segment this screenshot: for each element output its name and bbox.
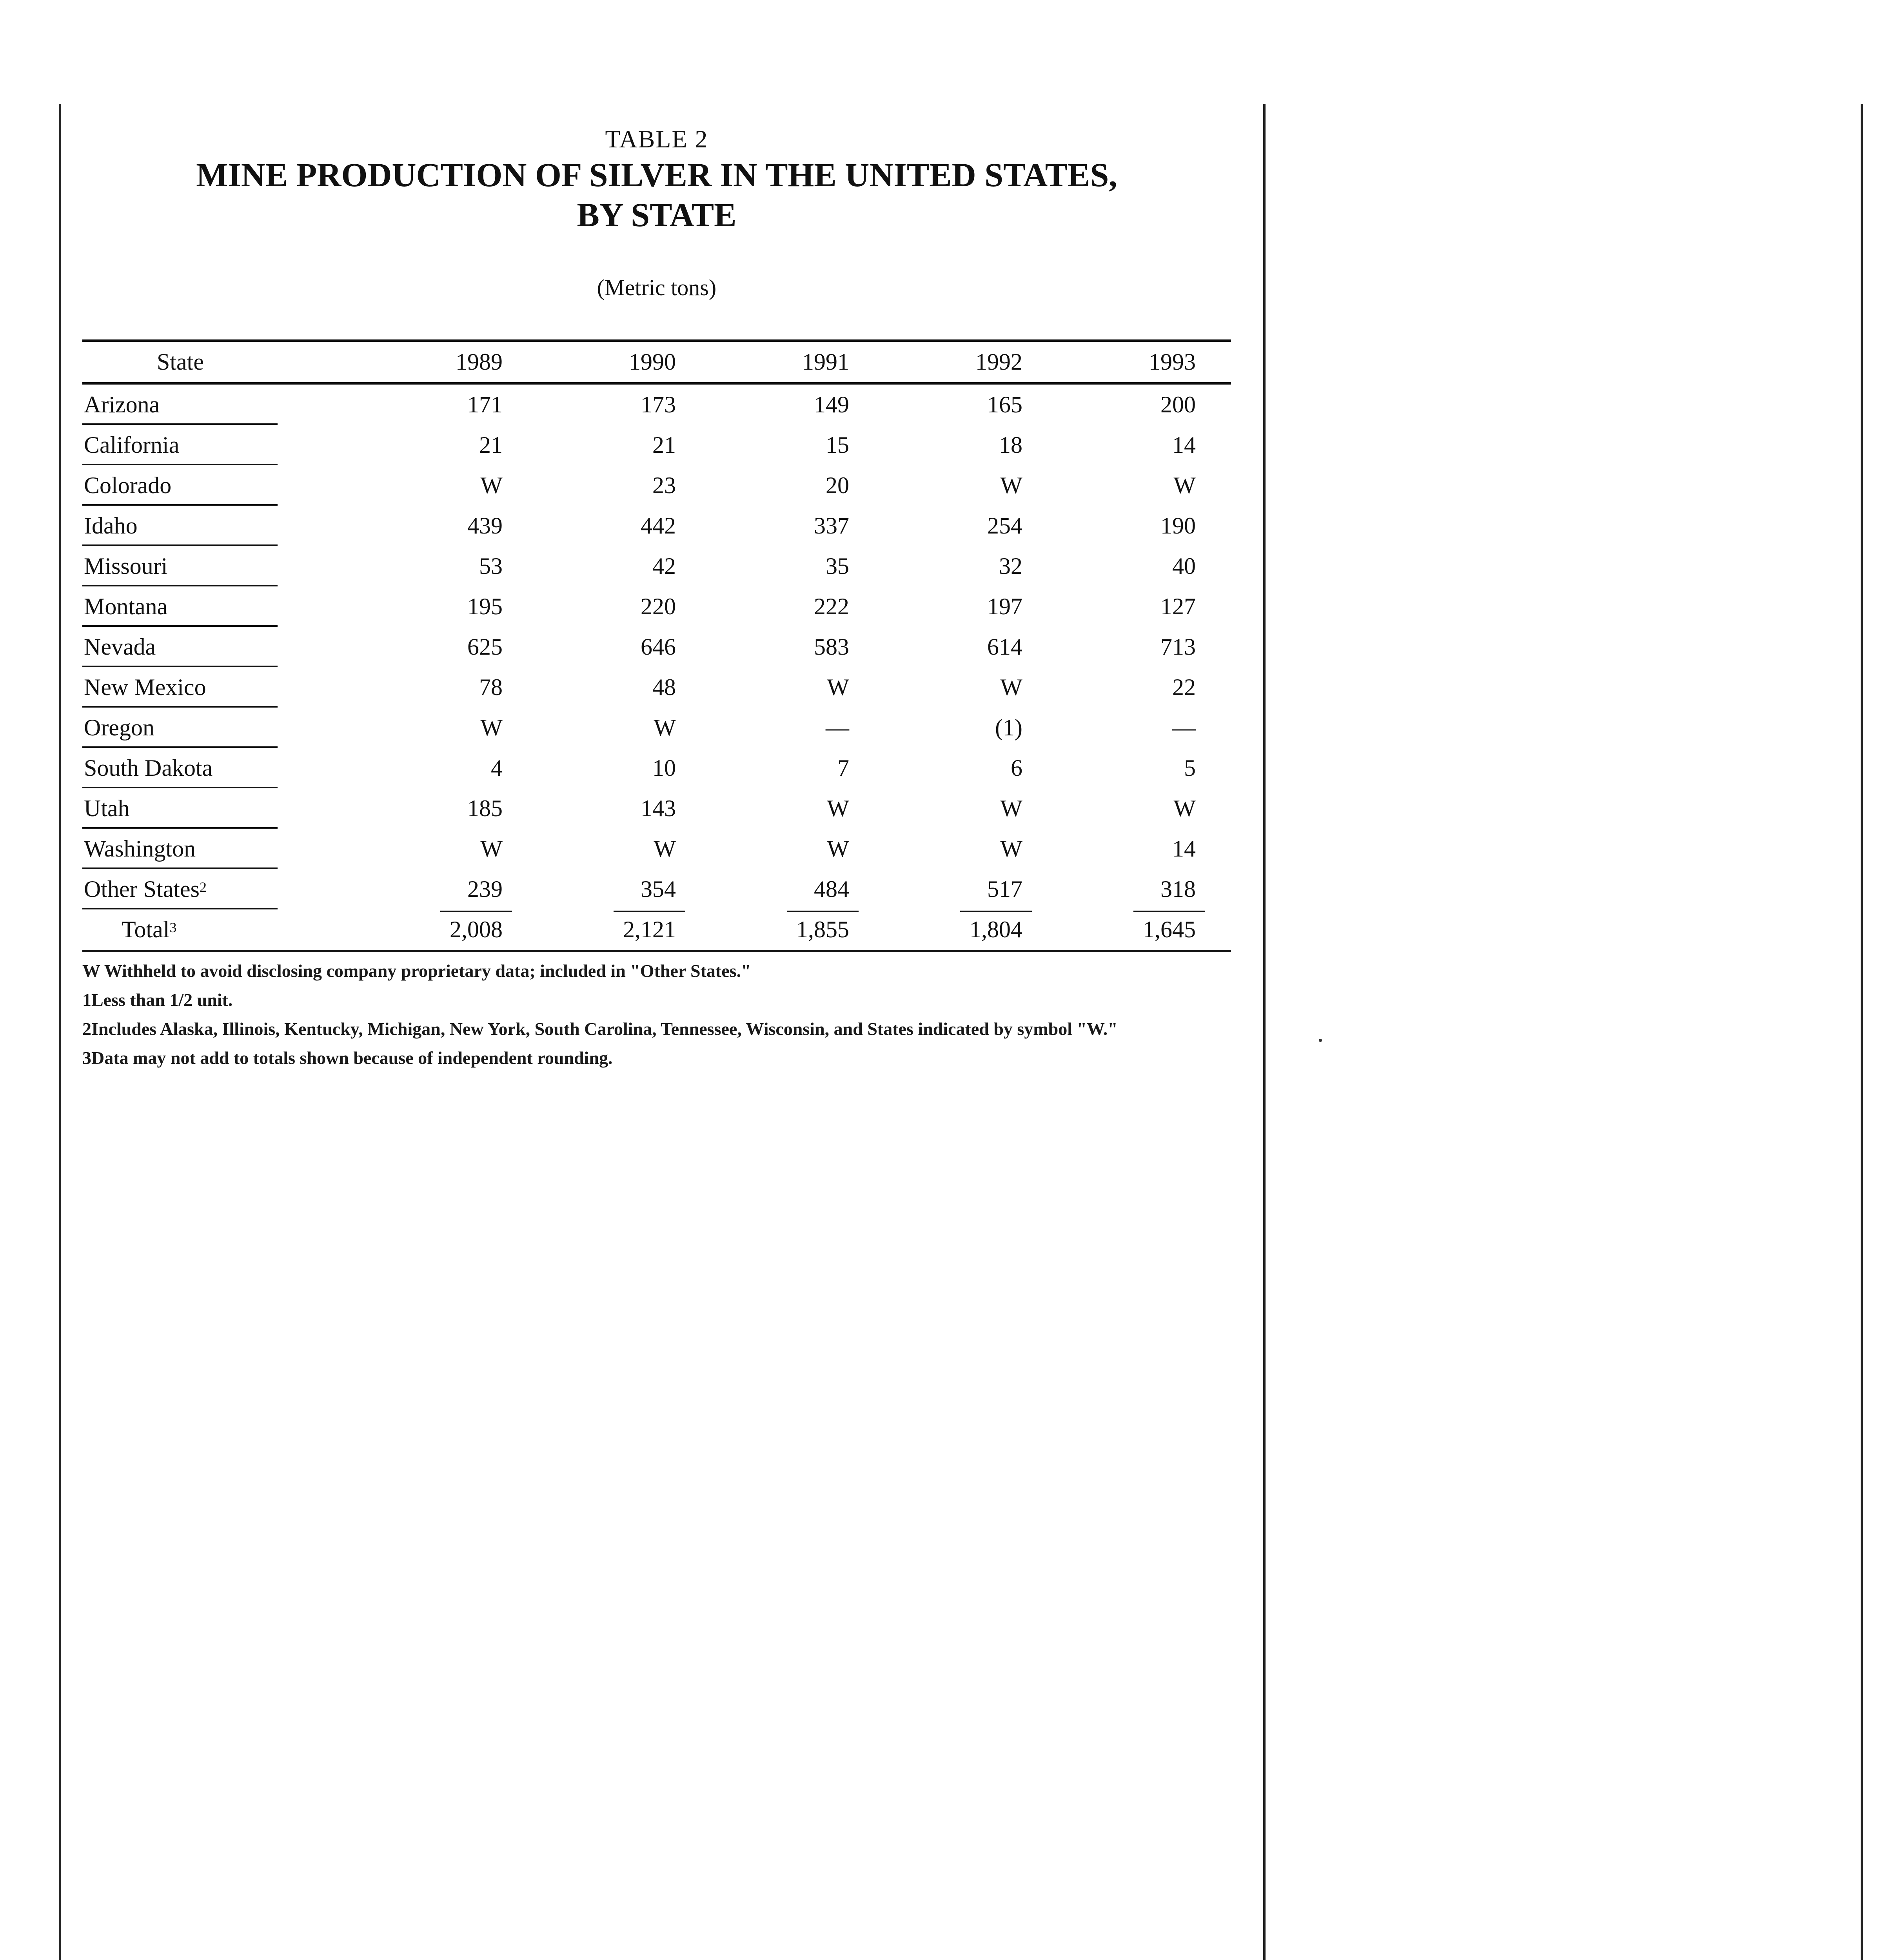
row-value: 149 [814, 392, 849, 417]
row-value: 517 [987, 876, 1022, 902]
table-row [82, 627, 1231, 667]
footnote: 1Less than 1/2 unit. [82, 990, 233, 1010]
row-value: 442 [641, 513, 676, 539]
row-value: 484 [814, 876, 849, 902]
row-value: 220 [641, 593, 676, 619]
row-value: 200 [1160, 392, 1196, 417]
row-value: 583 [814, 634, 849, 660]
row-value: 18 [999, 432, 1022, 458]
row-value: 713 [1160, 634, 1196, 660]
row-value: 15 [826, 432, 849, 458]
total-label: Total 3 [122, 916, 177, 942]
header-1993: 1993 [1149, 349, 1196, 375]
row-value: W [827, 795, 849, 821]
header-state: State [157, 349, 204, 375]
footnote: 2Includes Alaska, Illinois, Kentucky, Michigan, New York, South Carolina, Tennessee, Wisconsin, and States indicated by symbol "W." [82, 1019, 1118, 1039]
row-state: New Mexico [82, 667, 365, 708]
row-state: Oregon [82, 708, 365, 748]
header-1991: 1991 [802, 349, 849, 375]
row-state: Arizona [82, 385, 365, 425]
right-column-rule [1861, 104, 1863, 1960]
table-row [82, 748, 1231, 788]
total-1989: 2,008 [450, 916, 503, 942]
row-value: 646 [641, 634, 676, 660]
table-header-row [82, 342, 1231, 385]
table-row [82, 465, 1231, 506]
row-state: Washington [82, 829, 365, 869]
row-value: W [1000, 472, 1022, 498]
row-state: Utah [82, 788, 365, 829]
row-value: 614 [987, 634, 1022, 660]
row-value: — [1172, 715, 1196, 740]
row-value: 195 [467, 593, 503, 619]
row-value: 143 [641, 795, 676, 821]
row-value: W [1000, 836, 1022, 862]
footnote: 3Data may not add to totals shown because of independent rounding. [82, 1048, 613, 1068]
row-value: 239 [467, 876, 503, 902]
table-row [82, 667, 1231, 708]
table-row [82, 425, 1231, 465]
row-value: 5 [1184, 755, 1196, 781]
table-total-row [82, 909, 1231, 950]
units-caption: (Metric tons) [597, 275, 717, 300]
row-value: 35 [826, 553, 849, 579]
row-value: 197 [987, 593, 1022, 619]
table-row [82, 546, 1231, 586]
total-1993: 1,645 [1143, 916, 1196, 942]
row-value: (1) [995, 715, 1022, 740]
row-value: 171 [467, 392, 503, 417]
row-value: 21 [479, 432, 503, 458]
table-row [82, 869, 1231, 909]
row-state: Nevada [82, 627, 365, 667]
row-value: 42 [652, 553, 676, 579]
row-value: W [480, 715, 503, 740]
title-line-1: MINE PRODUCTION OF SILVER IN THE UNITED STATES, [196, 156, 1117, 194]
middle-column-rule [1263, 104, 1266, 1960]
header-1989: 1989 [456, 349, 503, 375]
row-state: Other States 2 [82, 869, 365, 909]
row-value: W [827, 674, 849, 700]
row-value: 78 [479, 674, 503, 700]
left-column-rule [59, 104, 61, 1960]
row-value: 337 [814, 513, 849, 539]
row-value: 318 [1160, 876, 1196, 902]
row-value: 22 [1172, 674, 1196, 700]
row-value: 40 [1172, 553, 1196, 579]
total-1991: 1,855 [796, 916, 849, 942]
row-value: 173 [641, 392, 676, 417]
row-value: 20 [826, 472, 849, 498]
row-value: 32 [999, 553, 1022, 579]
row-state: California [82, 425, 365, 465]
row-value: 4 [491, 755, 503, 781]
row-value: 185 [467, 795, 503, 821]
row-value: 190 [1160, 513, 1196, 539]
row-value: W [1000, 795, 1022, 821]
row-value: 354 [641, 876, 676, 902]
row-value: 625 [467, 634, 503, 660]
row-value: 14 [1172, 432, 1196, 458]
row-value: 127 [1160, 593, 1196, 619]
row-value: W [480, 472, 503, 498]
row-value: W [1173, 472, 1196, 498]
table-row [82, 506, 1231, 546]
header-1992: 1992 [975, 349, 1022, 375]
total-1990: 2,121 [623, 916, 676, 942]
table-body [82, 385, 1231, 909]
table-row [82, 708, 1231, 748]
silver-production-table [82, 339, 1231, 952]
row-value: 6 [1011, 755, 1022, 781]
table-row [82, 385, 1231, 425]
row-state: Montana [82, 586, 365, 627]
row-value: 439 [467, 513, 503, 539]
table-row [82, 788, 1231, 829]
row-value: 23 [652, 472, 676, 498]
row-value: 254 [987, 513, 1022, 539]
row-value: W [1173, 795, 1196, 821]
row-value: 48 [652, 674, 676, 700]
table-label: TABLE 2 [605, 125, 708, 153]
row-value: 7 [837, 755, 849, 781]
row-value: W [827, 836, 849, 862]
table-row [82, 829, 1231, 869]
title-line-2: BY STATE [577, 196, 737, 234]
row-state: South Dakota [82, 748, 365, 788]
table-title [82, 155, 1231, 235]
table-row [82, 586, 1231, 627]
row-value: W [1000, 674, 1022, 700]
row-state: Missouri [82, 546, 365, 586]
row-value: W [480, 836, 503, 862]
row-value: 165 [987, 392, 1022, 417]
row-value: 10 [652, 755, 676, 781]
row-value: 53 [479, 553, 503, 579]
row-state: Idaho [82, 506, 365, 546]
table-footnotes [82, 956, 1231, 1073]
row-value: 222 [814, 593, 849, 619]
scan-speck [1319, 1039, 1322, 1042]
row-state: Colorado [82, 465, 365, 506]
total-1992: 1,804 [970, 916, 1022, 942]
row-value: 14 [1172, 836, 1196, 862]
row-value: W [654, 836, 676, 862]
footnote: W Withheld to avoid disclosing company proprietary data; included in "Other States." [82, 961, 751, 981]
row-value: W [654, 715, 676, 740]
row-value: 21 [652, 432, 676, 458]
row-value: — [826, 715, 849, 740]
header-1990: 1990 [629, 349, 676, 375]
